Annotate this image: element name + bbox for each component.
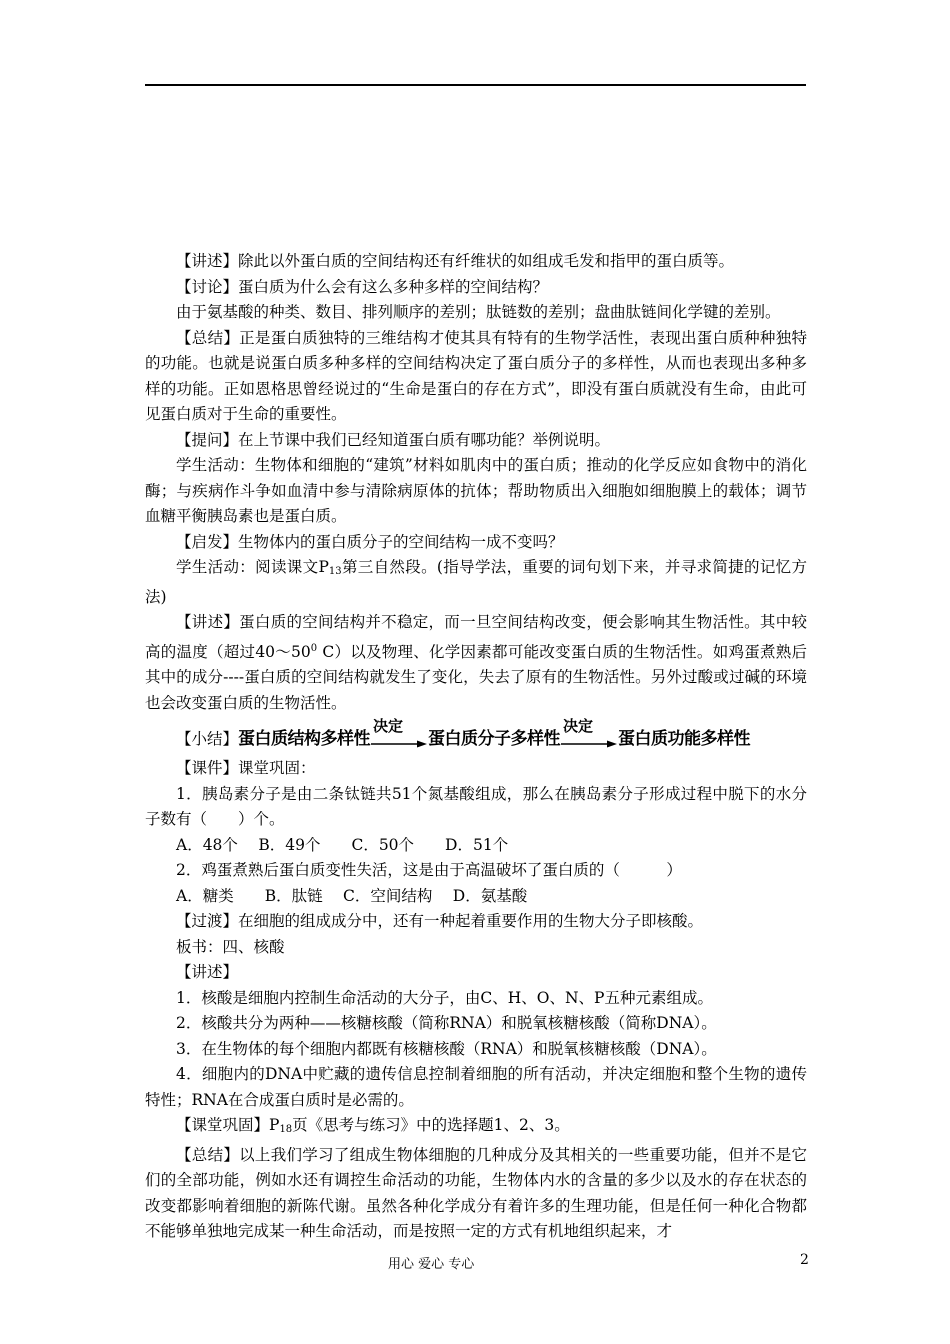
text-part: 第三自然段。(指导学法，重要的词句划下来，并寻求简捷的记忆方法) (145, 558, 807, 606)
flow-node-function: 蛋白质功能多样性 (618, 729, 751, 749)
right-arrow-icon (561, 739, 617, 749)
arrow-determines-1 (371, 717, 427, 752)
question-2-options: A．糖类 B．肽链 C．空间结构 D．氨基酸 (176, 886, 528, 905)
text-part: 页《思考与练习》中的选择题1、2、3。 (292, 1116, 570, 1134)
summary-flow-diagram (145, 718, 807, 752)
arrow-determines-2 (561, 717, 617, 752)
page-number: 2 (800, 1252, 809, 1268)
page-subscript: 13 (328, 566, 342, 577)
paragraph-lecture-1: 【讲述】除此以外蛋白质的空间结构还有纤维状的如组成毛发和指甲的蛋白质等。 (176, 252, 735, 270)
nucleic-point-1: 1．核酸是细胞内控制生命活动的大分子，由C、H、O、N、P五种元素组成。 (176, 988, 713, 1007)
flow-node-structure: 蛋白质结构多样性 (238, 729, 371, 749)
paragraph-answer: 由于氨基酸的种类、数目、排列顺序的差别；肽链数的差别；盘曲肽链间化学键的差别。 (176, 303, 781, 321)
header-rule (145, 84, 806, 86)
arrow-label: 决定 (563, 717, 594, 735)
text-part: 学生活动：阅读课文P (176, 558, 329, 576)
document-body (145, 249, 807, 1245)
footer-slogan: 用心 爱心 专心 (388, 1257, 475, 1272)
text-part: C）以及物理、化学因素都可能改变蛋白质的生物活性。如鸡蛋煮熟后其中的成分----蛋白质的空间结构就发生了变化，失去了原有的生物活性。另外过酸或过碱的环境也会改变蛋白质的生物活性。 (145, 642, 807, 712)
degree-superscript: 0 (310, 642, 318, 654)
flow-node-molecule: 蛋白质分子多样性 (428, 729, 561, 749)
paragraph-lecture-2 (145, 610, 807, 716)
question-1: 1．胰岛素分子是由二条钛链共51个氮基酸组成，那么在胰岛素分子形成过程中脱下的水分子数有（ ）个。 (145, 784, 807, 828)
question-2: 2．鸡蛋煮熟后蛋白质变性失活，这是由于高温破坏了蛋白质的（ ） (176, 861, 682, 879)
nucleic-point-4: 4．细胞内的DNA中贮藏的遗传信息控制着细胞的所有活动，并决定细胞和整个生物的遗传特性；RNA在合成蛋白质时是必需的。 (145, 1065, 807, 1109)
nucleic-point-2: 2．核酸共分为两种——核糖核酸（简称RNA）和脱氧核糖核酸（简称DNA）。 (176, 1014, 717, 1032)
paragraph-summary-1: 【总结】正是蛋白质独特的三维结构才使其具有特有的生物学活性，表现出蛋白质种种独特的功能。也就是说蛋白质多种多样的空间结构决定了蛋白质分子的多样性，从而也表现出多种多样的功能。正如恩格思曾经说过的“生命是蛋白的存在方式”，即没有蛋白质就没有生命，由此可见蛋白质对于生命的重要性。 (145, 328, 807, 423)
question-1-options: A．48个 B．49个 C．50个 D．51个 (176, 835, 509, 854)
page-subscript: 18 (279, 1124, 293, 1135)
paragraph-inspire: 【启发】生物体内的蛋白质分子的空间结构一成不变吗？ (176, 532, 564, 551)
nucleic-point-3: 3．在生物体的每个细胞内都既有核糖核酸（RNA）和脱氧核糖核酸（DNA）。 (176, 1039, 717, 1058)
paragraph-student-activity-2 (145, 555, 807, 610)
paragraph-practice (145, 1113, 807, 1143)
paragraph-question: 【提问】在上节课中我们已经知道蛋白质有哪功能？举例说明。 (176, 430, 611, 449)
text-part: 【课堂巩固】P (176, 1116, 280, 1134)
right-arrow-icon (371, 739, 427, 749)
paragraph-courseware: 【课件】课堂巩固： (176, 759, 316, 777)
paragraph-transition: 【过渡】在细胞的组成成分中，还有一种起着重要作用的生物大分子即核酸。 (176, 912, 704, 930)
text-part: 【讲述】蛋白质的空间结构并不稳定，而一旦空间结构改变，便会影响其生物活性。其中较高的温度（超过40～50 (145, 613, 807, 661)
paragraph-summary-2: 【总结】以上我们学习了组成生物体细胞的几种成分及其相关的一些重要功能，但并不是它们的全部功能，例如水还有调控生命活动的功能，生物体内水的含量的多少以及水的存在状态的改变都影响着细胞的新陈代谢。虽然各种化学成分有着许多的生理功能，但是任何一种化合物都不能够单独地完成某一种生命活动，而是按照一定的方式有机地组织起来，才 (145, 1145, 807, 1240)
summary-label: 【小结】 (176, 730, 239, 748)
paragraph-lecture-heading: 【讲述】 (176, 963, 239, 981)
arrow-label: 决定 (373, 717, 404, 735)
paragraph-board: 板书：四、核酸 (176, 937, 285, 956)
paragraph-student-activity-1: 学生活动：生物体和细胞的“建筑”材料如肌肉中的蛋白质；推动的化学反应如食物中的消化酶；与疾病作斗争如血清中参与清除病原体的抗体；帮助物质出入细胞如细胞膜上的载体；调节血糖平衡胰岛素也是蛋白质。 (145, 456, 807, 525)
paragraph-discussion: 【讨论】蛋白质为什么会有这么多种多样的空间结构？ (176, 277, 549, 296)
